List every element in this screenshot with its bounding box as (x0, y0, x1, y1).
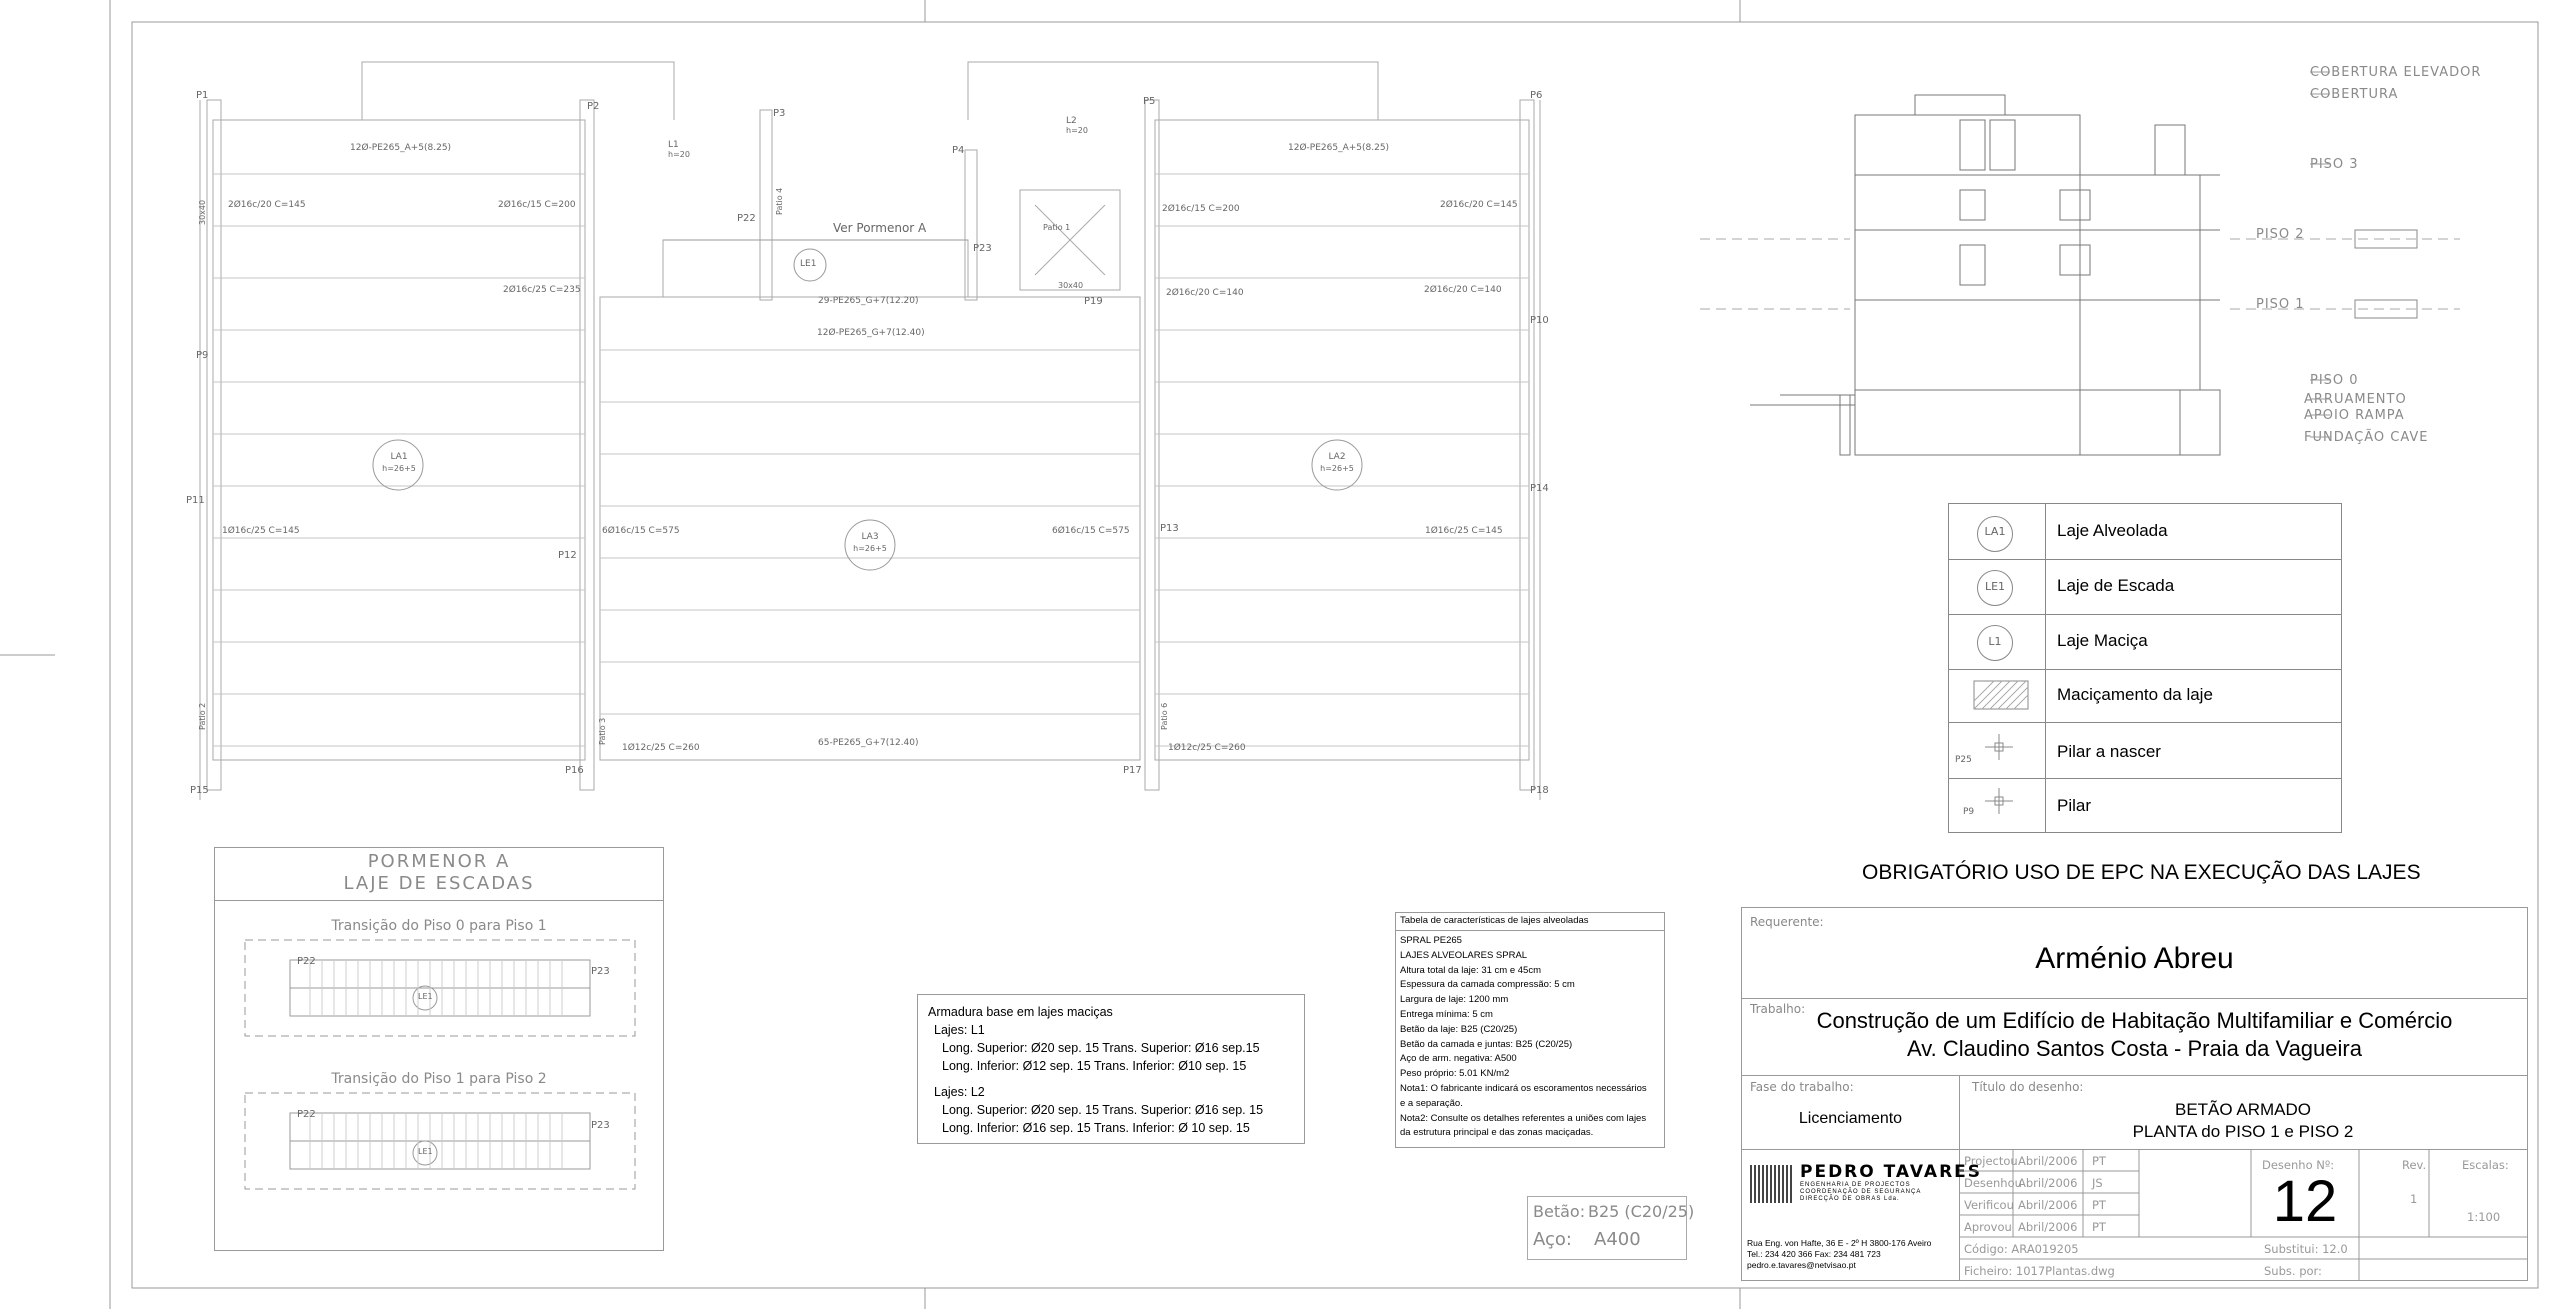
pillar-label: P15 (190, 785, 209, 796)
slab-id: LE1 (418, 1147, 433, 1156)
pillar-label: P23 (591, 1120, 610, 1131)
materials-box (1527, 1196, 1695, 1260)
drawing-number-label: Desenho Nº: (2262, 1158, 2335, 1172)
company-address: Rua Eng. von Hafte, 36 E - 2º H 3800-176 Aveiro (1747, 1238, 1932, 1248)
legend-label: Laje de Escada (2057, 576, 2175, 595)
legend-symbol: L1 (1988, 635, 2002, 648)
detail-title: PORMENOR A (367, 851, 511, 872)
pillar-icon (1977, 786, 2021, 826)
note-line: Long. Superior: Ø20 sep. 15 Trans. Superior: Ø16 sep.15 (942, 1041, 1260, 1055)
pillar-label: P23 (591, 966, 610, 977)
pillar-rising-icon (1977, 732, 2021, 772)
beam-label: Patio 6 (1160, 702, 1169, 730)
rebar-label: 29-PE265_G+7(12.20) (818, 296, 919, 306)
scale-value: 1:100 (2467, 1210, 2501, 1224)
steel-value: A400 (1594, 1229, 1641, 1250)
requester-name: Arménio Abreu (2035, 942, 2234, 975)
project-address: Av. Claudino Santos Costa - Praia da Vagueira (1907, 1036, 2362, 1061)
code-field: Código: ARA019205 (1964, 1242, 2079, 1256)
rebar-label: 2Ø16c/20 C=140 (1424, 285, 1502, 295)
legend-label: Pilar a nascer (2057, 742, 2161, 761)
hatch-icon (1973, 680, 2029, 712)
drawing-subtitle: PLANTA do PISO 1 e PISO 2 (2132, 1122, 2354, 1141)
table-line: Entrega mínima: 5 cm (1400, 1008, 1493, 1020)
signoff-grid (1959, 1149, 2527, 1280)
table-lines (1400, 934, 1647, 1141)
company-name: PEDRO TAVARES (1800, 1162, 1983, 1182)
pillar-label: P23 (973, 243, 992, 254)
signoff-initials: PT (2092, 1154, 2106, 1168)
file-field: Ficheiro: 1017Plantas.dwg (1964, 1264, 2115, 1278)
stair-details (215, 848, 663, 1250)
signoff-role: Verificou (1964, 1198, 2014, 1212)
slab-characteristics-table (1395, 912, 1665, 1148)
pillar-label: P13 (1160, 523, 1179, 534)
elevator-label: 30x40 (1058, 281, 1084, 290)
slab-id: LE1 (800, 259, 817, 269)
signoff-date: Abril/2006 (2018, 1154, 2078, 1168)
project-label: Trabalho: (1750, 1002, 1806, 1016)
legend-symbol: P25 (1955, 755, 1972, 765)
legend-label: Laje Maciça (2057, 631, 2148, 650)
legend-label: Laje Alveolada (2057, 521, 2168, 540)
signoff-initials: PT (2092, 1220, 2106, 1234)
pillar-label: P2 (587, 101, 600, 112)
rebar-label: 65-PE265_G+7(12.40) (818, 738, 919, 748)
requester-label: Requerente: (1750, 915, 1824, 929)
table-line: Espessura da camada compressão: 5 cm (1400, 979, 1575, 991)
replaces-field: Substitui: 12.0 (2264, 1242, 2348, 1256)
steel-label: Aço: (1533, 1229, 1572, 1250)
pillar-label: P18 (1530, 785, 1549, 796)
rebar-label: 2Ø16c/25 C=235 (503, 285, 581, 295)
rebar-label: 12Ø-PE265_A+5(8.25) (1288, 143, 1390, 153)
beam-label: Patio 4 (775, 187, 784, 215)
pillar-label: P22 (737, 213, 756, 224)
epc-warning: OBRIGATÓRIO USO DE EPC NA EXECUÇÃO DAS LAJES (1862, 861, 2421, 884)
rebar-label: 2Ø16c/20 C=140 (1166, 288, 1244, 298)
rebar-label: 2Ø16c/15 C=200 (498, 200, 576, 210)
rebar-label: 1Ø16c/25 C=145 (222, 526, 300, 536)
table-line: LAJES ALVEOLARES SPRAL (1400, 949, 1528, 961)
level-label: ARRUAMENTO (2304, 392, 2407, 407)
rebar-label: 2Ø16c/20 C=145 (1440, 200, 1518, 210)
rebar-label: 1Ø12c/25 C=260 (1168, 743, 1246, 753)
rebar-label: 6Ø16c/15 C=575 (1052, 526, 1130, 536)
legend-label: Maciçamento da laje (2057, 685, 2213, 704)
signoff-role: Aprovou (1964, 1220, 2012, 1234)
slab-id: LE1 (418, 992, 433, 1001)
table-line: Betão da laje: B25 (C20/25) (1400, 1023, 1518, 1035)
drawing-title: BETÃO ARMADO (2174, 1100, 2312, 1119)
slab-height: h=26+5 (853, 544, 887, 553)
level-label: COBERTURA ELEVADOR (2310, 65, 2482, 80)
level-label: PISO 1 (2256, 297, 2305, 312)
table-line: Nota1: O fabricante indicará os escoramentos necessários (1400, 1082, 1647, 1094)
note-line: Long. Inferior: Ø16 sep. 15 Trans. Inferior: Ø 10 sep. 15 (942, 1121, 1250, 1135)
legend-table (1948, 503, 2342, 833)
company-email: pedro.e.tavares@netvisao.pt (1747, 1260, 1856, 1270)
phase-label: Fase do trabalho: (1750, 1080, 1854, 1094)
slab-height: h=26+5 (382, 464, 416, 473)
rebar-label: 12Ø-PE265_G+7(12.40) (817, 328, 925, 338)
level-label: COBERTURA (2310, 87, 2399, 102)
table-line: Altura total da laje: 31 cm e 45cm (1400, 964, 1541, 976)
pillar-label: P12 (558, 550, 577, 561)
note-line: Armadura base em lajes maciças (928, 1005, 1113, 1019)
signoff-date: Abril/2006 (2018, 1198, 2078, 1212)
phase-value: Licenciamento (1798, 1110, 1903, 1127)
signoff-initials: PT (2092, 1198, 2106, 1212)
level-label: PISO 2 (2256, 227, 2305, 242)
concrete-label: Betão: (1533, 1202, 1586, 1221)
pillar-label: P10 (1530, 315, 1549, 326)
slab-id: L2 (1066, 116, 1077, 126)
stair-transition-label: Transição do Piso 0 para Piso 1 (331, 918, 547, 934)
pillar-label: P17 (1123, 765, 1142, 776)
legend-symbol: LA1 (1984, 525, 2006, 538)
pillar-label: P14 (1530, 483, 1549, 494)
note-line: Long. Superior: Ø20 sep. 15 Trans. Superior: Ø16 sep. 15 (942, 1103, 1264, 1117)
pillar-label: P11 (186, 495, 205, 506)
beam-label: Patio 3 (598, 717, 607, 745)
detail-subtitle: LAJE DE ESCADAS (343, 873, 535, 894)
table-line: Betão da camada e juntas: B25 (C20/25) (1400, 1038, 1573, 1050)
slab-id: L1 (668, 140, 679, 150)
beam-label: 30x40 (198, 199, 207, 225)
table-line: da estrutura principal e das zonas maciçadas. (1400, 1127, 1594, 1139)
table-line: Peso próprio: 5.01 KN/m2 (1400, 1068, 1510, 1080)
stair-transition-label: Transição do Piso 1 para Piso 2 (331, 1071, 547, 1087)
scales-label: Escalas: (2462, 1158, 2509, 1172)
level-label: APOIO RAMPA (2304, 408, 2405, 423)
drawing-title-label: Título do desenho: (1972, 1080, 2084, 1094)
signoff-date: Abril/2006 (2018, 1176, 2078, 1190)
signoff-role: Desenhou (1964, 1176, 2022, 1190)
pillar-label: P3 (773, 108, 786, 119)
company-tagline: DIRECÇÃO DE OBRAS Lda. (1800, 1196, 1900, 1202)
table-line: Nota2: Consulte os detalhes referentes a uniões com lajes (1400, 1112, 1647, 1124)
note-line: Lajes: L1 (934, 1023, 985, 1037)
pillar-label: P4 (952, 145, 965, 156)
legend-symbol: P9 (1963, 807, 1975, 817)
note-line: Lajes: L2 (934, 1085, 985, 1099)
level-label: PISO 0 (2310, 373, 2359, 388)
level-label: PISO 3 (2310, 157, 2359, 172)
rebar-label: 1Ø12c/25 C=260 (622, 743, 700, 753)
company-phone: Tel.: 234 420 366 Fax: 234 481 723 (1747, 1249, 1881, 1259)
slab-height: h=20 (668, 150, 690, 159)
rebar-label: 6Ø16c/15 C=575 (602, 526, 680, 536)
slab-id: LA3 (861, 532, 879, 542)
level-label: FUNDAÇÃO CAVE (2304, 430, 2429, 445)
level-leaders (2270, 60, 2330, 460)
signoff-date: Abril/2006 (2018, 1220, 2078, 1234)
table-line: SPRAL PE265 (1400, 935, 1462, 946)
rebar-label: 2Ø16c/15 C=200 (1162, 204, 1240, 214)
beam-label: Patio 1 (1043, 223, 1071, 232)
slab-id: LA2 (1328, 452, 1346, 462)
beam-label: Patio 2 (198, 702, 207, 730)
title-block (1741, 907, 2528, 1281)
pillar-label: P5 (1143, 96, 1156, 107)
table-line: e a separação. (1400, 1097, 1463, 1109)
legend-label: Pilar (2057, 796, 2092, 815)
reinforcement-notes (917, 994, 1305, 1144)
pillar-label: P9 (196, 350, 209, 361)
detail-reference: Ver Pormenor A (833, 221, 927, 235)
detail-a-panel (214, 847, 664, 1251)
table-title: Tabela de características de lajes alveoladas (1400, 915, 1589, 926)
slab-height: h=20 (1066, 126, 1088, 135)
pillar-label: P1 (196, 90, 209, 101)
company-tagline: COORDENAÇÃO DE SEGURANÇA (1800, 1189, 1922, 1195)
pillar-label: P19 (1084, 296, 1103, 307)
pillar-label: P22 (297, 956, 316, 967)
concrete-value: B25 (C20/25) (1588, 1202, 1695, 1221)
signoff-initials: JS (2092, 1176, 2103, 1190)
drawing-number: 12 (2272, 1169, 2338, 1234)
signoff-role: Projectou (1964, 1154, 2018, 1168)
company-logo-icon (1750, 1165, 1794, 1203)
company-tagline: ENGENHARIA DE PROJECTOS (1800, 1182, 1911, 1188)
replaced-by-field: Subs. por: (2264, 1264, 2322, 1278)
revision-value: 1 (2410, 1192, 2418, 1206)
pillar-label: P6 (1530, 90, 1543, 101)
pillar-label: P16 (565, 765, 584, 776)
table-line: Aço de arm. negativa: A500 (1400, 1053, 1517, 1065)
slab-height: h=26+5 (1320, 464, 1354, 473)
legend-symbol: LE1 (1984, 580, 2006, 593)
slab-id: LA1 (390, 452, 408, 462)
note-line: Long. Inferior: Ø12 sep. 15 Trans. Inferior: Ø10 sep. 15 (942, 1059, 1247, 1073)
rebar-label: 12Ø-PE265_A+5(8.25) (350, 143, 452, 153)
table-line: Largura de laje: 1200 mm (1400, 994, 1509, 1006)
project-title: Construção de um Edifício de Habitação Multifamiliar e Comércio (1816, 1008, 2453, 1033)
rebar-label: 2Ø16c/20 C=145 (228, 200, 306, 210)
revision-label: Rev. (2402, 1158, 2427, 1172)
rebar-label: 1Ø16c/25 C=145 (1425, 526, 1503, 536)
pillar-label: P22 (297, 1109, 316, 1120)
